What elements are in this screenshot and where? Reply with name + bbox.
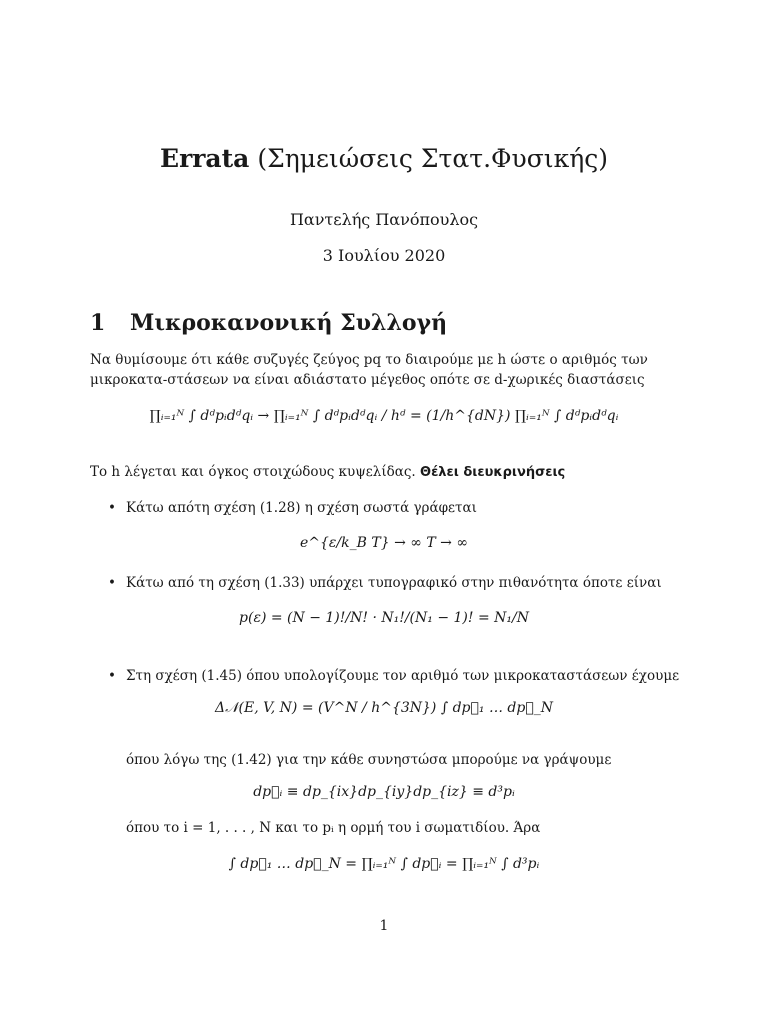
title-bold: Errata	[160, 144, 250, 173]
bullet-icon: •	[108, 668, 116, 684]
section-heading	[90, 310, 447, 336]
bullet-icon: •	[108, 500, 116, 516]
equation-momentum-element: dp⃗ᵢ ≡ dp_{ix}dp_{iy}dp_{iz} ≡ d³pᵢ	[253, 784, 515, 800]
bullet-text: Κάτω απότη σχέση (1.28) η σχέση σωστά γράφεται	[126, 500, 477, 516]
sub-paragraph-1: όπου λόγω της (1.42) για την κάθε συνηστώσα μπορούμε να γράψουμε	[126, 752, 612, 768]
equation-microstates: Δ𝒩(E, V, N) = (V^N / h^{3N}) ∫ dp⃗₁ … dp⃗_N	[215, 700, 553, 716]
equation-integral-product: ∫ dp⃗₁ … dp⃗_N = ∏ᵢ₌₁ᴺ ∫ dp⃗ᵢ = ∏ᵢ₌₁ᴺ ∫ d³pᵢ	[228, 856, 540, 872]
intro-paragraph: Να θυμίσουμε ότι κάθε συζυγές ζεύγος pq το διαιρούμε με h ώστε ο αριθμός των μικροκατα-στάσεων να είναι αδιάστατο μέγεθος οπότε σε d-χωρικές διαστάσεις	[90, 352, 648, 388]
bullet-text: Κάτω από τη σχέση (1.33) υπάρχει τυπογραφικό στην πιθανότητα όποτε είναι	[126, 575, 662, 591]
document-date: 3 Ιουλίου 2020	[322, 246, 446, 265]
equation-phase-space: ∏ᵢ₌₁ᴺ ∫ dᵈpᵢdᵈqᵢ → ∏ᵢ₌₁ᴺ ∫ dᵈpᵢdᵈqᵢ / hᵈ = (1/h^{dN}) ∏ᵢ₌₁ᴺ ∫ dᵈpᵢdᵈqᵢ	[149, 408, 619, 424]
paragraph-text: Το h λέγεται και όγκος στοιχώδους κυψελίδας.	[90, 464, 421, 480]
bullet-text: Στη σχέση (1.45) όπου υπολογίζουμε τον αριθμό των μικροκαταστάσεων έχουμε	[126, 668, 680, 684]
equation-probability: p(ε) = (N − 1)!/N! · N₁!/(N₁ − 1)! = N₁/N	[239, 610, 529, 626]
bullet-icon: •	[108, 575, 116, 591]
author-name: Παντελής Πανόπουλος	[289, 210, 479, 229]
section-number: 1	[90, 310, 106, 336]
bullet-item-2	[108, 573, 688, 593]
page-number: 1	[379, 918, 389, 934]
bullet-item-3	[108, 666, 688, 686]
paragraph-bold-note: Θέλει διευκρινήσεις	[420, 465, 566, 480]
equation-exponential-limit: e^{ε/k_B T} → ∞ T → ∞	[300, 535, 468, 551]
title-subtitle: (Σημειώσεις Στατ.Φυσικής)	[249, 144, 608, 173]
sub-paragraph-2: όπου το i = 1, . . . , N και το pᵢ η ορμή του i σωματιδίου. Άρα	[126, 820, 541, 836]
bullet-item-1	[108, 498, 688, 518]
document-title	[0, 144, 768, 173]
section-title: Μικροκανονική Συλλογή	[130, 310, 448, 336]
cell-volume-paragraph	[90, 462, 690, 483]
